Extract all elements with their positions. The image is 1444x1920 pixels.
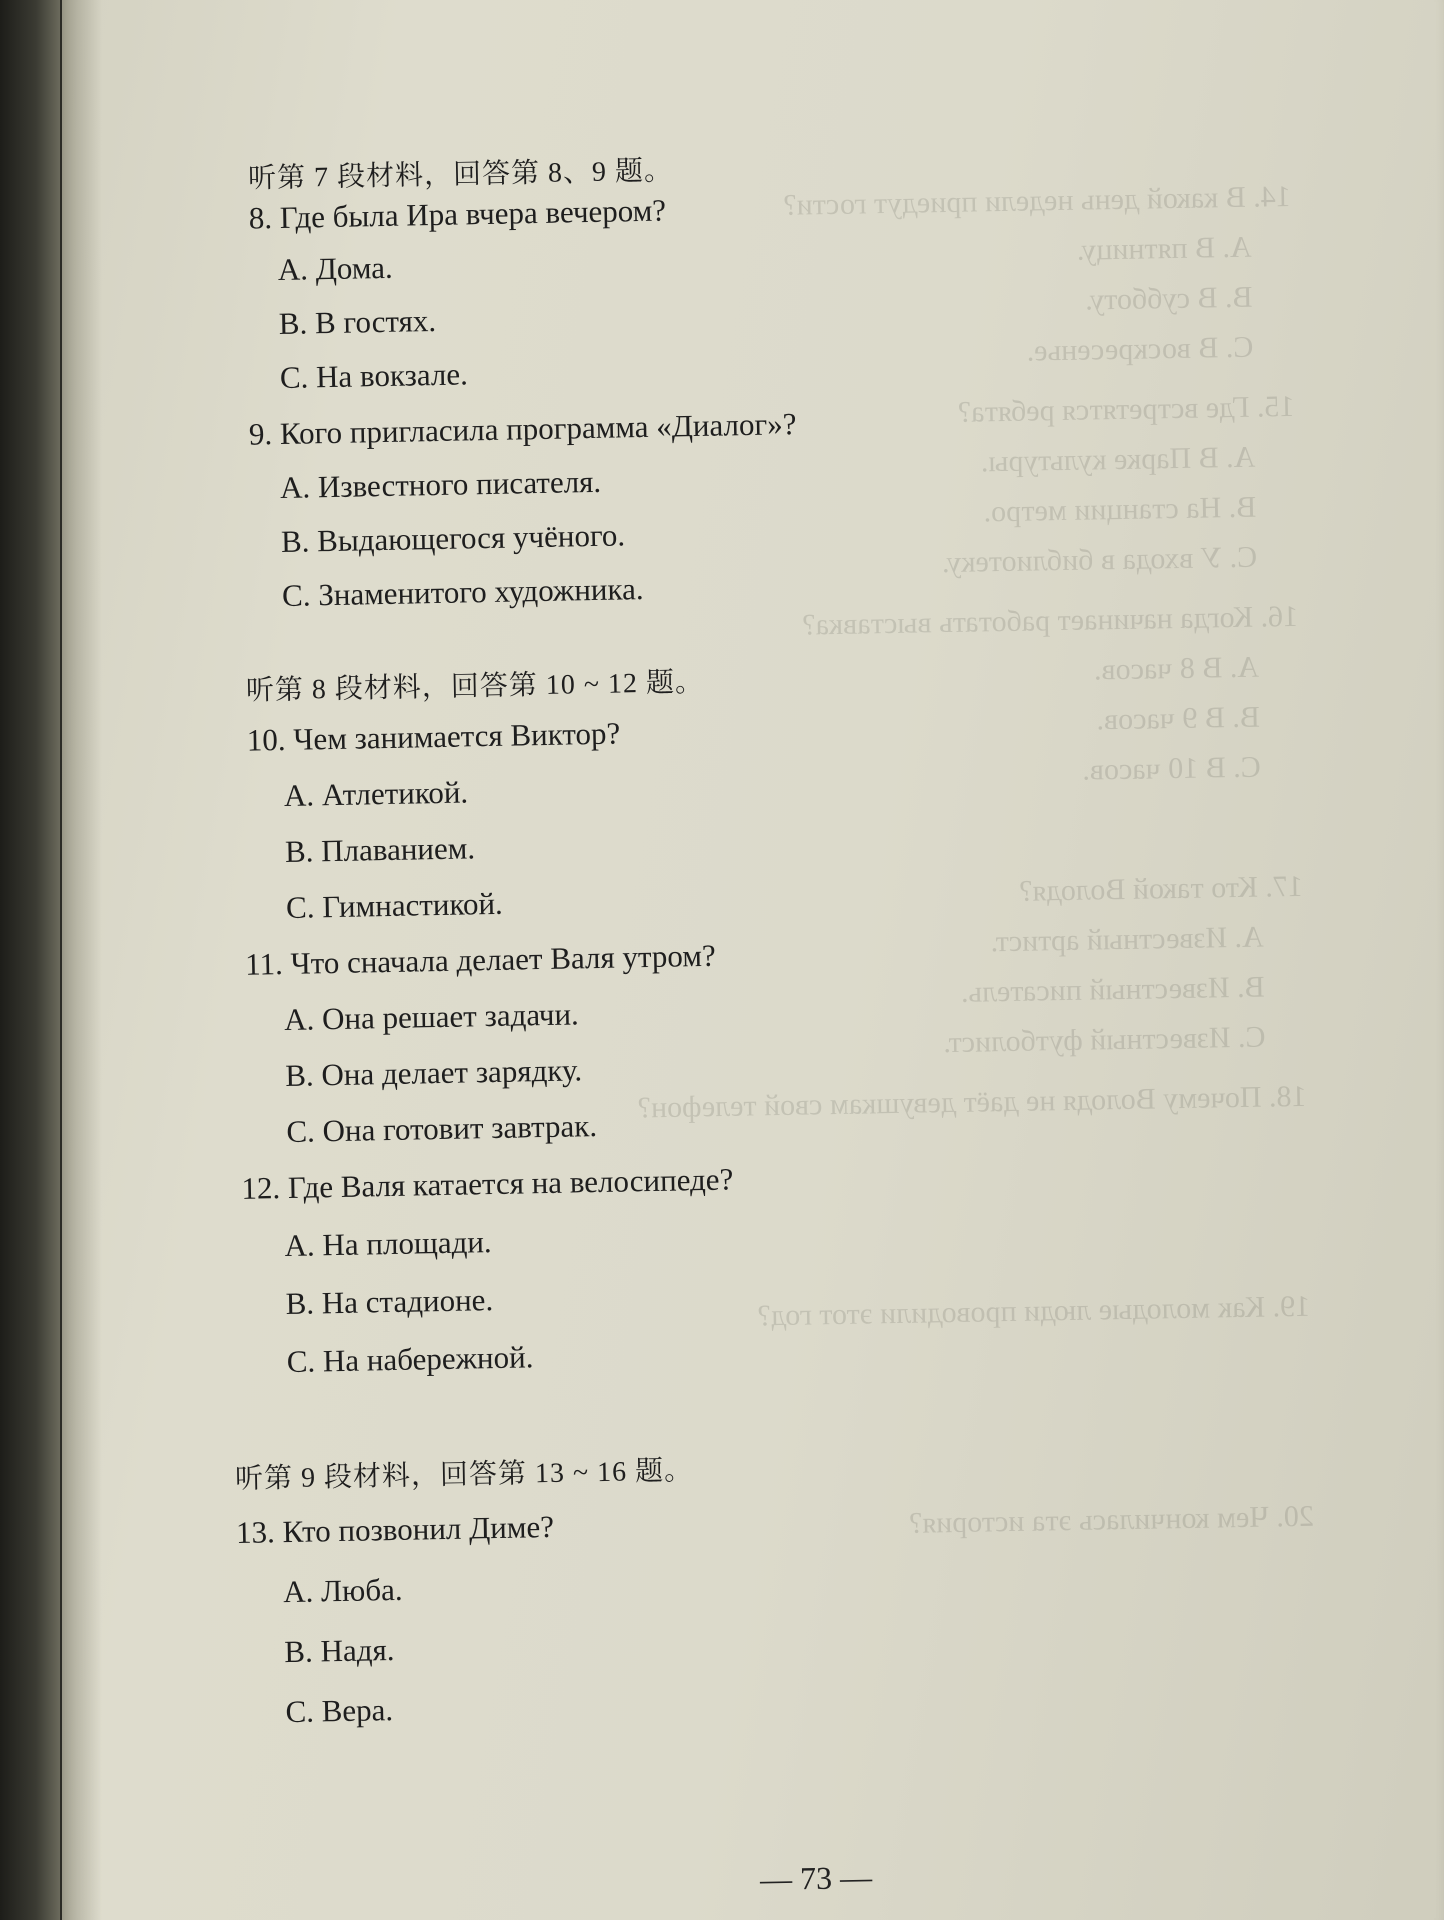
question-12-option-a: А. На площади. xyxy=(284,1224,492,1264)
question-11: 11. Что сначала делает Валя утром? xyxy=(244,937,716,982)
question-9-option-c: С. Знаменитого художника. xyxy=(281,571,644,613)
section-heading: 听第 9 段材料，回答第 13 ~ 16 题。 xyxy=(234,1455,694,1496)
question-8: 8. Где была Ира вчера вечером? xyxy=(248,192,667,236)
question-8-option-b: В. В гостях. xyxy=(278,302,437,341)
section-heading: 听第 7 段材料，回答第 8、9 题。 xyxy=(247,155,674,195)
question-8-option-a: А. Дома. xyxy=(277,249,393,287)
question-13: 13. Кто позвонил Диме? xyxy=(235,1508,555,1551)
question-13-option-a: А. Люба. xyxy=(282,1571,403,1610)
question-9: 9. Кого пригласила программа «Диалог»? xyxy=(248,406,797,452)
question-10-option-c: С. Гимнастикой. xyxy=(285,885,504,925)
question-9-option-b: В. Выдающегося учёного. xyxy=(280,517,626,559)
question-9-option-a: А. Известного писателя. xyxy=(279,463,602,505)
question-10-option-b: В. Плаванием. xyxy=(284,830,476,869)
question-12-option-c: С. На набережной. xyxy=(286,1339,534,1380)
question-12-option-b: В. На стадионе. xyxy=(285,1282,494,1322)
question-13-option-c: С. Вера. xyxy=(285,1692,394,1730)
question-8-option-c: С. На вокзале. xyxy=(279,356,469,395)
question-11-option-b: В. Она делает зарядку. xyxy=(284,1052,583,1093)
question-13-option-b: В. Надя. xyxy=(284,1632,395,1670)
page-number: — 73 — xyxy=(759,1858,873,1898)
question-10-option-a: А. Атлетикой. xyxy=(283,774,469,813)
question-12: 12. Где Валя катается на велосипеде? xyxy=(241,1161,734,1206)
question-11-option-a: А. Она решает задачи. xyxy=(283,996,580,1038)
question-10: 10. Чем занимается Виктор? xyxy=(246,715,621,758)
section-heading: 听第 8 段材料，回答第 10 ~ 12 题。 xyxy=(245,666,705,707)
question-11-option-c: С. Она готовит завтрак. xyxy=(286,1108,598,1149)
